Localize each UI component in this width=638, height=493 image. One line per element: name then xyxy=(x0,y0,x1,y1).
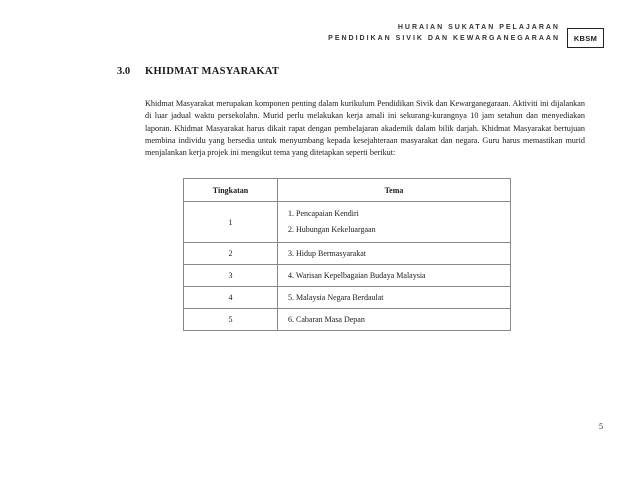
tema-item: 1. Pencapaian Kendiri xyxy=(288,209,359,218)
header-line-2: PENDIDIKAN SIVIK DAN KEWARGANEGARAAN xyxy=(328,35,560,42)
header-tema: Tema xyxy=(278,179,511,202)
page-number: 5 xyxy=(599,422,603,431)
section-title: KHIDMAT MASYARAKAT xyxy=(145,66,280,77)
cell-tingkatan: 1 xyxy=(184,202,278,243)
theme-table xyxy=(183,178,511,331)
header-tingkatan: Tingkatan xyxy=(184,179,278,202)
table-row xyxy=(184,202,511,243)
header-line-1: HURAIAN SUKATAN PELAJARAN xyxy=(397,24,560,31)
cell-tingkatan: 2 xyxy=(184,243,278,265)
table-row xyxy=(184,243,511,265)
cell-tema: 5. Malaysia Negara Berdaulat xyxy=(278,287,511,309)
cell-tema: 4. Warisan Kepelbagaian Budaya Malaysia xyxy=(278,265,511,287)
cell-tingkatan: 3 xyxy=(184,265,278,287)
kbsm-logo: KBSM xyxy=(567,28,604,48)
table-row xyxy=(184,265,511,287)
cell-tema: 3. Hidup Bermasyarakat xyxy=(278,243,511,265)
table-header-row xyxy=(184,179,511,202)
table-row xyxy=(184,287,511,309)
document-header xyxy=(328,22,560,44)
cell-tingkatan: 5 xyxy=(184,309,278,331)
cell-tingkatan: 4 xyxy=(184,287,278,309)
table-row xyxy=(184,309,511,331)
section-number: 3.0 xyxy=(117,66,131,77)
section-paragraph: Khidmat Masyarakat merupakan komponen penting dalam kurikulum Pendidikan Sivik dan Kewarganegaraan. Aktiviti ini dijalankan di luar jadual waktu persekolahn. Murid perlu melakukan kerja amali ini sekurang-kurangnya 10 jam setahun dan menyediakan laporan. Khidmat Masyarakat harus dikait rapat dengan pembelajaran akademik dalam bilik darjah. Khidmat Masyarakat bertujuan membina individu yang bersedia untuk menyumbang kepada kesejahteraan masyarakat dan negara. Guru harus memastikan murid menjalankan kerja projek ini mengikut tema yang ditetapkan seperti berikut: xyxy=(145,99,585,158)
tema-item: 2. Hubungan Kekeluargaan xyxy=(288,225,376,234)
cell-tema: 6. Cabaran Masa Depan xyxy=(278,309,511,331)
cell-tema xyxy=(278,202,511,243)
